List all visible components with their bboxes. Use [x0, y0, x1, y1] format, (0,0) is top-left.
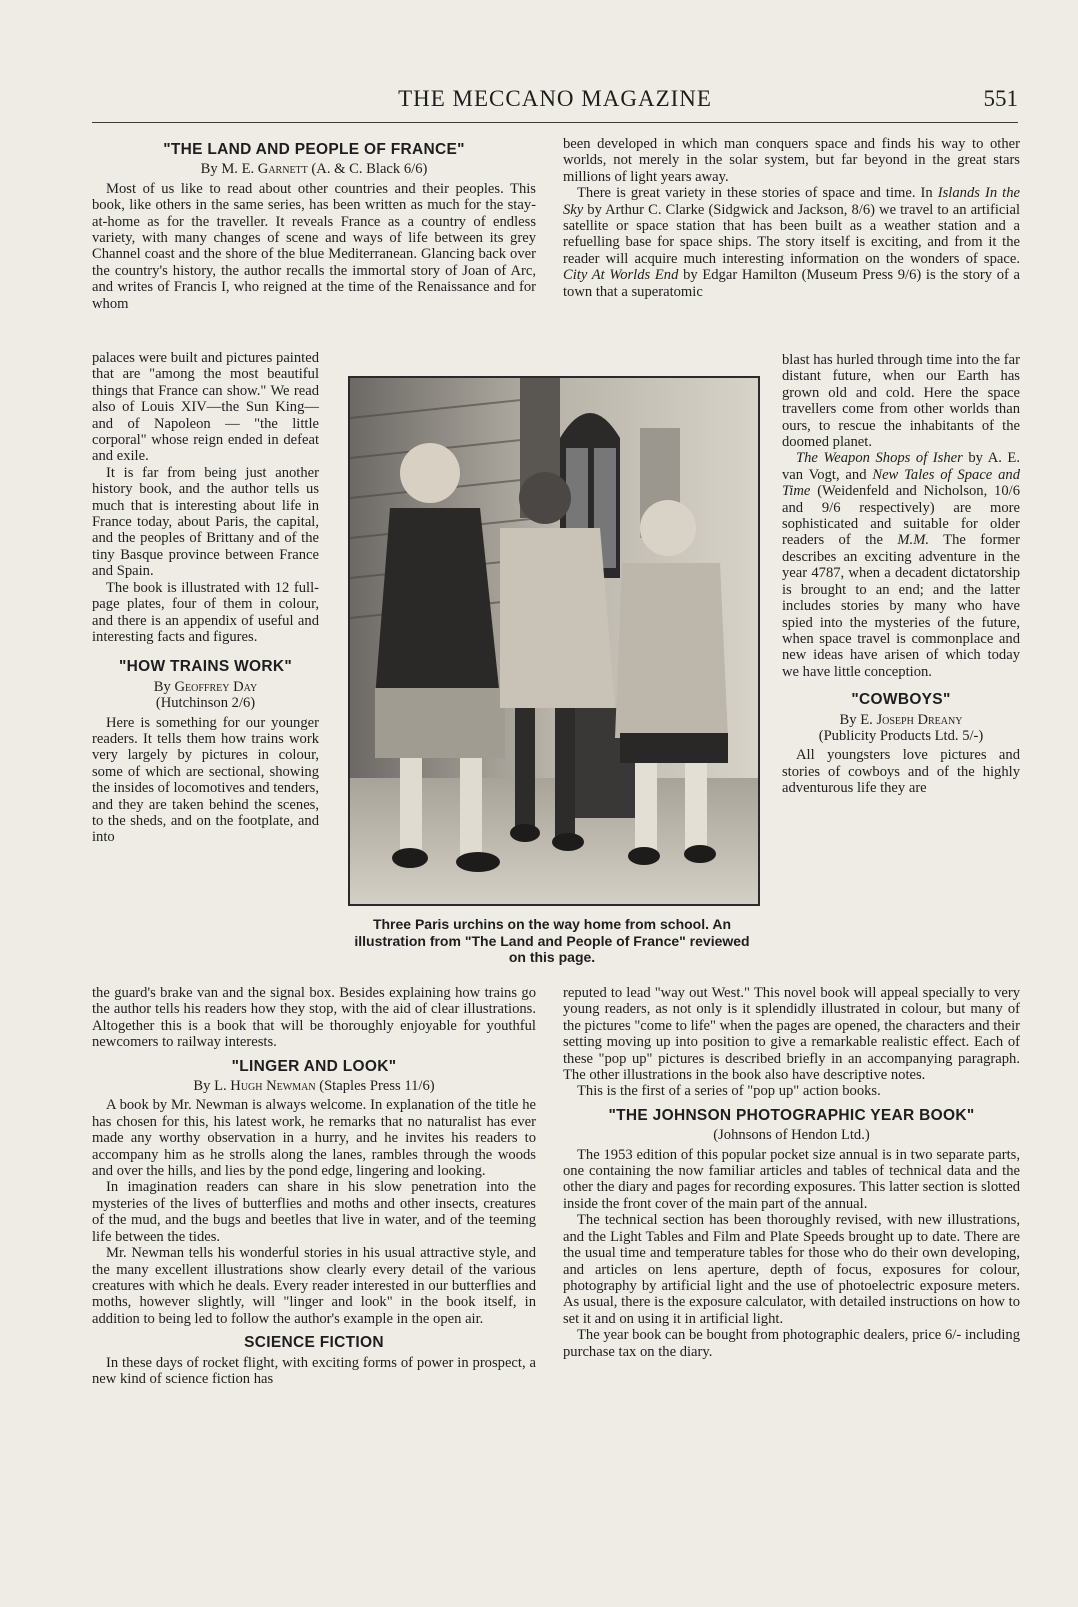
cowboys-publisher: (Publicity Products Ltd. 5/-)	[818, 727, 984, 744]
linger-paragraph: Mr. Newman tells his wonderful stories in his usual attractive style, and the many excellent illustrations show clearly every detail of the various creatures with which he deals. Every reader interested in our butterflies and moths, however slightly, will "linger and look" in the book itself, in addition to being led to follow the author's example in the open air.	[92, 1245, 536, 1327]
france-paragraph: The book is illustrated with 12 full-page plates, four of them in colour, and there is an appendix of useful and interesting facts and figures.	[92, 579, 319, 645]
trains-paragraph-cont: the guard's brake van and the signal box. Besides explaining how trains go the author tells his readers how they stop, with the aid of clear illustrations. Altogether this is a book that will be thoroughly enjoyable for youthful newcomers to railway interests.	[92, 985, 536, 1051]
france-paragraph: It is far from being just another history book, and the author tells us much that is interesting about life in France today, about Paris, the capital, and the peoples of Brittany and of the tiny Basque province between France and Spain.	[92, 464, 319, 580]
johnson-publisher: (Johnsons of Hendon Ltd.)	[713, 1127, 870, 1144]
scifi-paragraph: The Weapon Shops of Isher by A. E. van Vogt, and New Tales of Space and Time (Weidenfeld and Nicholson, 10/6 and 9/6 respectively) are more sophisticated and suitable for older readers of the M.M. The former describes an exciting adventure in the year 4787, when a decadent dictatorship is brought to an end; and the latter includes stories by many who have spied into the mysteries of the future, when space travel is commonplace and new ideas have arisen of which today we have little conception.	[782, 450, 1020, 680]
page-header	[92, 86, 1018, 123]
trains-publisher: (Hutchinson 2/6)	[155, 695, 256, 712]
photo-caption: Three Paris urchins on the way home from school. An illustration from "The Land and People of France" reviewed on this page.	[354, 916, 750, 965]
photo-illustration	[350, 378, 758, 904]
cowboys-paragraph: This is the first of a series of "pop up" action books.	[577, 1083, 881, 1100]
cowboys-paragraph-cont: reputed to lead "way out West." This novel book will appeal specially to very young readers, as not only is it splendidly illustrated in colour, but many of the pictures "come to life" when the pages are opened, the characters and their setting moving up into position to give a remarkable realistic effect. Each of these "pop up" pictures is described briefly in an accompanying paragraph. The other illustrations in the book also have descriptive notes.	[563, 985, 1020, 1084]
scifi-paragraph: In these days of rocket flight, with exciting forms of power in prospect, a new kind of science fiction has	[92, 1354, 536, 1387]
linger-byline: By L. Hugh Newman (Staples Press 11/6)	[193, 1078, 435, 1095]
right-column-bottom	[563, 985, 1020, 1360]
france-byline: By M. E. Garnett (A. & C. Black 6/6)	[200, 161, 428, 178]
france-paragraph: Most of us like to read about other countries and their peoples. This book, like others in the same series, has been written as much for the stay-at-home as for the traveller. It reveals France as a country of endless variety, with many changes of scene and ways of life between its grey Channel coast and the shore of the blue Mediterranean. Glancing back over the country's history, the author recalls the immortal story of Joan of Arc, and writes of Francis I, who reigned at the time of the Renaissance and for whom	[92, 180, 536, 312]
cowboys-byline: By E. Joseph Dreany	[839, 711, 963, 728]
france-paragraph-cont: palaces were built and pictures painted that are "among the most beautiful things that France can show." We read also of Louis XIV—the Sun King—and of Napoleon — "the little corporal" whose reign ended in defeat and exile.	[92, 350, 319, 465]
cowboys-review-title: "COWBOYS"	[851, 691, 951, 709]
linger-review-title: "LINGER AND LOOK"	[231, 1057, 397, 1075]
scifi-paragraph-cont: been developed in which man conquers space and finds his way to other worlds, not merely in the solar system, but far beyond in the great stars millions of light years away.	[563, 136, 1020, 185]
photo-three-paris-urchins	[348, 376, 760, 906]
scifi-paragraph: There is great variety in these stories of space and time. In Islands In the Sky by Arthur C. Clarke (Sidgwick and Jackson, 8/6) we travel to an artificial satellite or space station that has been built as a weather station and a refuelling base for space ships. The story itself is exciting, and from it the reader will acquire much interesting information on the wonders of space. City At Worlds End by Edgar Hamilton (Museum Press 9/6) is the story of a town that a superatomic	[563, 185, 1021, 300]
left-column-bottom	[92, 985, 536, 1387]
trains-paragraph: Here is something for our younger readers. It tells them how trains work very largely by pictures in colour, some of which are sectional, showing the insides of locomotives and tenders, and they are taken behind the scenes, to the sheds, and on the footplate, and into	[92, 714, 319, 846]
masthead: THE MECCANO MAGAZINE	[398, 86, 712, 111]
trains-review-title: "HOW TRAINS WORK"	[118, 658, 293, 676]
scifi-section-title: SCIENCE FICTION	[244, 1334, 384, 1352]
france-review-title: "THE LAND AND PEOPLE OF FRANCE"	[163, 141, 465, 158]
page-number: 551	[983, 86, 1018, 111]
johnson-paragraph: The year book can be bought from photographic dealers, price 6/- including purchase tax on the diary.	[563, 1327, 1020, 1360]
johnson-paragraph: The 1953 edition of this popular pocket size annual is in two separate parts, one containing the now familiar articles and tables of technical data and the other the diary and pages for recording exposures. This latter section is slotted inside the front cover of the main part of the annual.	[563, 1146, 1020, 1212]
cowboys-paragraph: All youngsters love pictures and stories of cowboys and of the highly adventurous life they are	[782, 747, 1020, 797]
johnson-review-title: "THE JOHNSON PHOTOGRAPHIC YEAR BOOK"	[608, 1106, 975, 1124]
left-column-narrow	[92, 350, 319, 846]
trains-byline: By Geoffrey Day	[153, 678, 258, 695]
scifi-paragraph-cont: blast has hurled through time into the far distant future, when our Earth has grown old and cold. Here the space travellers come from other worlds than ours, to rescue the inhabitants of the doomed planet.	[782, 352, 1020, 451]
linger-paragraph: A book by Mr. Newman is always welcome. In explanation of the title he has chosen for this, his latest work, he remarks that no naturalist has ever made any worthy observation in a hurry, and he invites his readers to accompany him as he strolls along the lanes, rambles through the woods and over the hills, and lies by the pond edge, lingering and looking.	[92, 1097, 536, 1180]
right-column-narrow	[782, 352, 1020, 797]
left-column-top	[92, 138, 536, 312]
johnson-paragraph: The technical section has been thoroughly revised, with new illustrations, and the Light Tables and Film and Plate Speeds brought up to date. There are the usual time and temperature tables for those who do their own developing, and articles on lens aperture, depth of focus, exposures for colour, photography by artificial light and the use of photoelectric exposure meters. As usual, there is the exposure calculator, with detailed instructions on how to set it and on using it in artificial light.	[563, 1212, 1020, 1327]
right-column-top	[563, 136, 1020, 300]
linger-paragraph: In imagination readers can share in his slow penetration into the mysteries of the lives of butterflies and moths and other insects, creatures of the mud, and the bugs and beetles that live in water, and of the teeming life between the tides.	[92, 1179, 536, 1245]
